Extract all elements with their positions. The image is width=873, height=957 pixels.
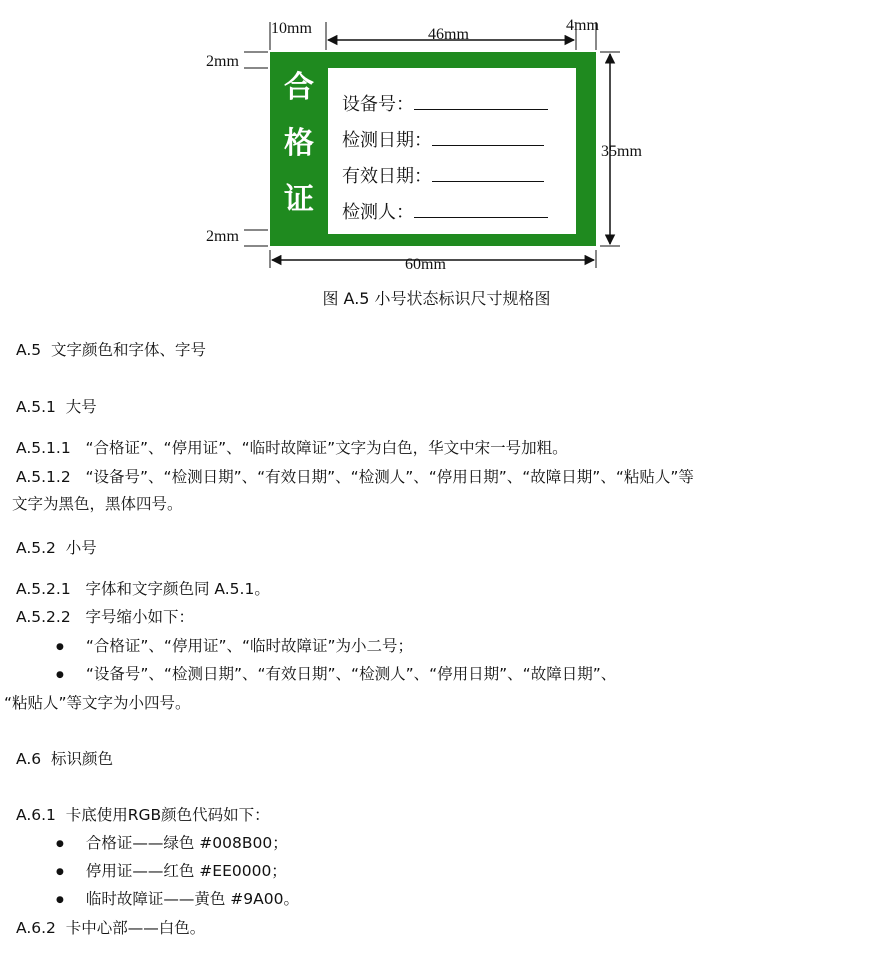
dim-right-margin: 4mm bbox=[566, 17, 599, 34]
paragraph-a512-cont: 文字为黑色，黑体四号。 bbox=[12, 495, 183, 513]
dim-top-margin: 2mm bbox=[206, 53, 239, 70]
figure-caption: 图 A.5 小号状态标识尺寸规格图 bbox=[322, 289, 551, 308]
dim-bottom-margin: 2mm bbox=[206, 228, 239, 245]
field-label: 有效日期： bbox=[342, 166, 432, 187]
field-device-no bbox=[342, 86, 548, 116]
dim-height: 35mm bbox=[601, 143, 642, 160]
paragraph-a522: A.5.2.2 字号缩小如下： bbox=[16, 608, 194, 626]
card-title bbox=[270, 60, 328, 228]
card-title-char: 证 bbox=[284, 182, 314, 217]
section-heading-a6: A.6 标识颜色 bbox=[16, 750, 113, 768]
status-card bbox=[270, 52, 596, 246]
dim-width: 60mm bbox=[405, 256, 446, 273]
list-item: ● 合格证——绿色 #008B00； bbox=[56, 830, 288, 859]
field-label: 检测人： bbox=[342, 202, 414, 223]
list-item: ● “合格证”、“停用证”、“临时故障证”为小二号； bbox=[56, 633, 413, 662]
field-label: 设备号： bbox=[342, 94, 414, 115]
list-item: ● “设备号”、“检测日期”、“有效日期”、“检测人”、“停用日期”、“故障日期”、 bbox=[56, 661, 616, 690]
paragraph-a511: A.5.1.1 “合格证”、“停用证”、“临时故障证”文字为白色，华文中宋一号加粗。 bbox=[16, 439, 568, 457]
field-inspector bbox=[342, 194, 548, 224]
paragraph-a521: A.5.2.1 字体和文字颜色同 A.5.1。 bbox=[16, 580, 270, 598]
field-underline bbox=[432, 180, 544, 182]
section-heading-a5: A.5 文字颜色和字体、字号 bbox=[16, 341, 206, 359]
list-item: ● 临时故障证——黄色 #9A00。 bbox=[56, 886, 299, 915]
section-heading-a52: A.5.2 小号 bbox=[16, 539, 97, 557]
field-underline bbox=[414, 216, 548, 218]
card-inner-panel bbox=[328, 68, 576, 234]
field-test-date bbox=[342, 122, 544, 152]
field-valid-date bbox=[342, 158, 544, 188]
section-heading-a51: A.5.1 大号 bbox=[16, 398, 97, 416]
dim-inner-width: 46mm bbox=[428, 26, 469, 43]
field-underline bbox=[432, 144, 544, 146]
list-item-cont: “粘贴人”等文字为小四号。 bbox=[4, 694, 191, 712]
field-label: 检测日期： bbox=[342, 130, 432, 151]
paragraph-a61: A.6.1 卡底使用RGB颜色代码如下： bbox=[16, 806, 270, 824]
field-underline bbox=[414, 108, 548, 110]
dim-left-margin: 10mm bbox=[271, 20, 312, 37]
list-item: ● 停用证——红色 #EE0000； bbox=[56, 858, 287, 887]
card-title-char: 格 bbox=[284, 126, 314, 161]
spec-figure bbox=[0, 0, 873, 320]
paragraph-a512: A.5.1.2 “设备号”、“检测日期”、“有效日期”、“检测人”、“停用日期”、“故障日期”、“粘贴人”等 bbox=[16, 468, 694, 486]
card-title-char: 合 bbox=[284, 70, 314, 105]
paragraph-a62: A.6.2 卡中心部——白色。 bbox=[16, 919, 206, 937]
